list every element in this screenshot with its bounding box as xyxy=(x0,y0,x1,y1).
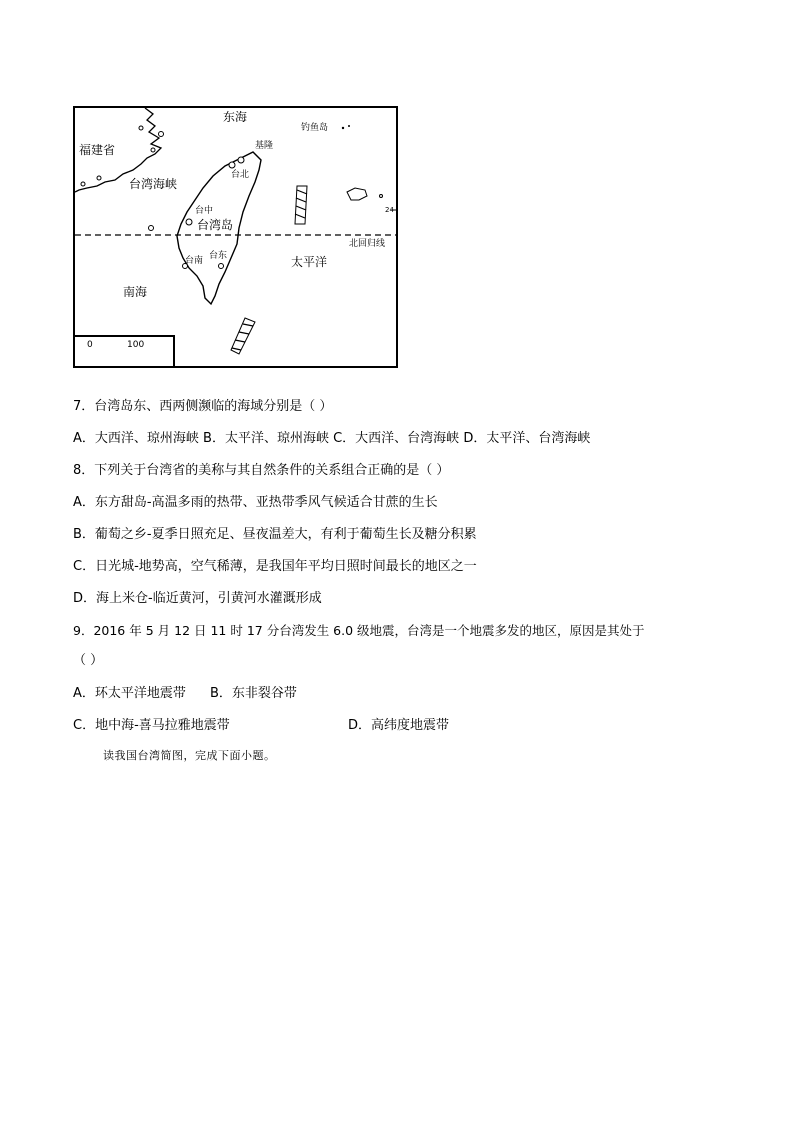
label-scale-zero: 0 xyxy=(87,340,93,350)
question-7-option-c: C．大西洋、台湾海峡 xyxy=(333,431,460,446)
question-9-option-d: D．高纬度地震带 xyxy=(348,718,450,733)
taidong-marker xyxy=(219,264,224,269)
question-8-option-b: B．葡萄之乡-夏季日照充足、昼夜温差大，有利于葡萄生长及糖分积累 xyxy=(73,527,477,542)
label-scale-hundred: 100 xyxy=(127,340,145,350)
taichung-marker xyxy=(186,219,192,225)
label-taiwan-strait: 台湾海峡 xyxy=(129,177,178,191)
label-east-sea: 东海 xyxy=(223,110,248,124)
label-pacific: 太平洋 xyxy=(291,255,328,269)
question-9-option-a: A．环太平洋地震带 xyxy=(73,686,186,701)
penghu-islet xyxy=(149,226,154,231)
taipei-marker xyxy=(238,157,244,163)
label-tainan: 台南 xyxy=(185,256,204,266)
question-8-option-d: D．海上米仓-临近黄河，引黄河水灌溉形成 xyxy=(73,591,322,606)
question-9-stem-continued: （ ） xyxy=(73,653,104,668)
label-keelung: 基隆 xyxy=(255,141,274,151)
label-taichung: 台中 xyxy=(195,206,214,216)
question-7-option-b: B．太平洋、琼州海峡 xyxy=(203,431,329,446)
label-taiwan-island: 台湾岛 xyxy=(197,218,234,232)
question-7-stem: 7．台湾岛东、西两侧濒临的海域分别是（ ） xyxy=(73,399,333,414)
question-7-options xyxy=(73,430,590,448)
label-tropic-of-cancer: 北回归线 xyxy=(349,239,386,249)
label-taidong: 台东 xyxy=(209,251,228,261)
question-9-option-c: C．地中海-喜马拉雅地震带 xyxy=(73,718,230,733)
question-8-option-a: A．东方甜岛-高温多雨的热带、亚热带季风气候适合甘蔗的生长 xyxy=(73,495,438,510)
question-8-option-c: C．日光城-地势高，空气稀薄，是我国年平均日照时间最长的地区之一 xyxy=(73,559,477,574)
question-8-stem: 8．下列关于台湾省的美称与其自然条件的关系组合正确的是（ ） xyxy=(73,463,450,478)
question-7-option-a: A．大西洋、琼州海峡 xyxy=(73,431,199,446)
question-7-option-d: D．太平洋、台湾海峡 xyxy=(463,431,591,446)
question-9-stem: 9．2016 年 5 月 12 日 11 时 17 分台湾发生 6.0 级地震，台湾是一个地震多发的地区，原因是其处于 xyxy=(73,623,645,638)
label-fujian: 福建省 xyxy=(79,143,116,157)
label-latitude-24: 24 xyxy=(385,206,394,214)
label-south-sea: 南海 xyxy=(123,285,148,299)
label-taipei: 台北 xyxy=(231,170,250,180)
map-drawing xyxy=(75,108,396,366)
taiwan-map xyxy=(73,106,398,368)
instruction-note: 读我国台湾简图，完成下面小题。 xyxy=(103,749,276,762)
question-9-option-b: B．东非裂谷带 xyxy=(210,686,297,701)
label-diaoyu: 钓鱼岛 xyxy=(301,123,329,133)
